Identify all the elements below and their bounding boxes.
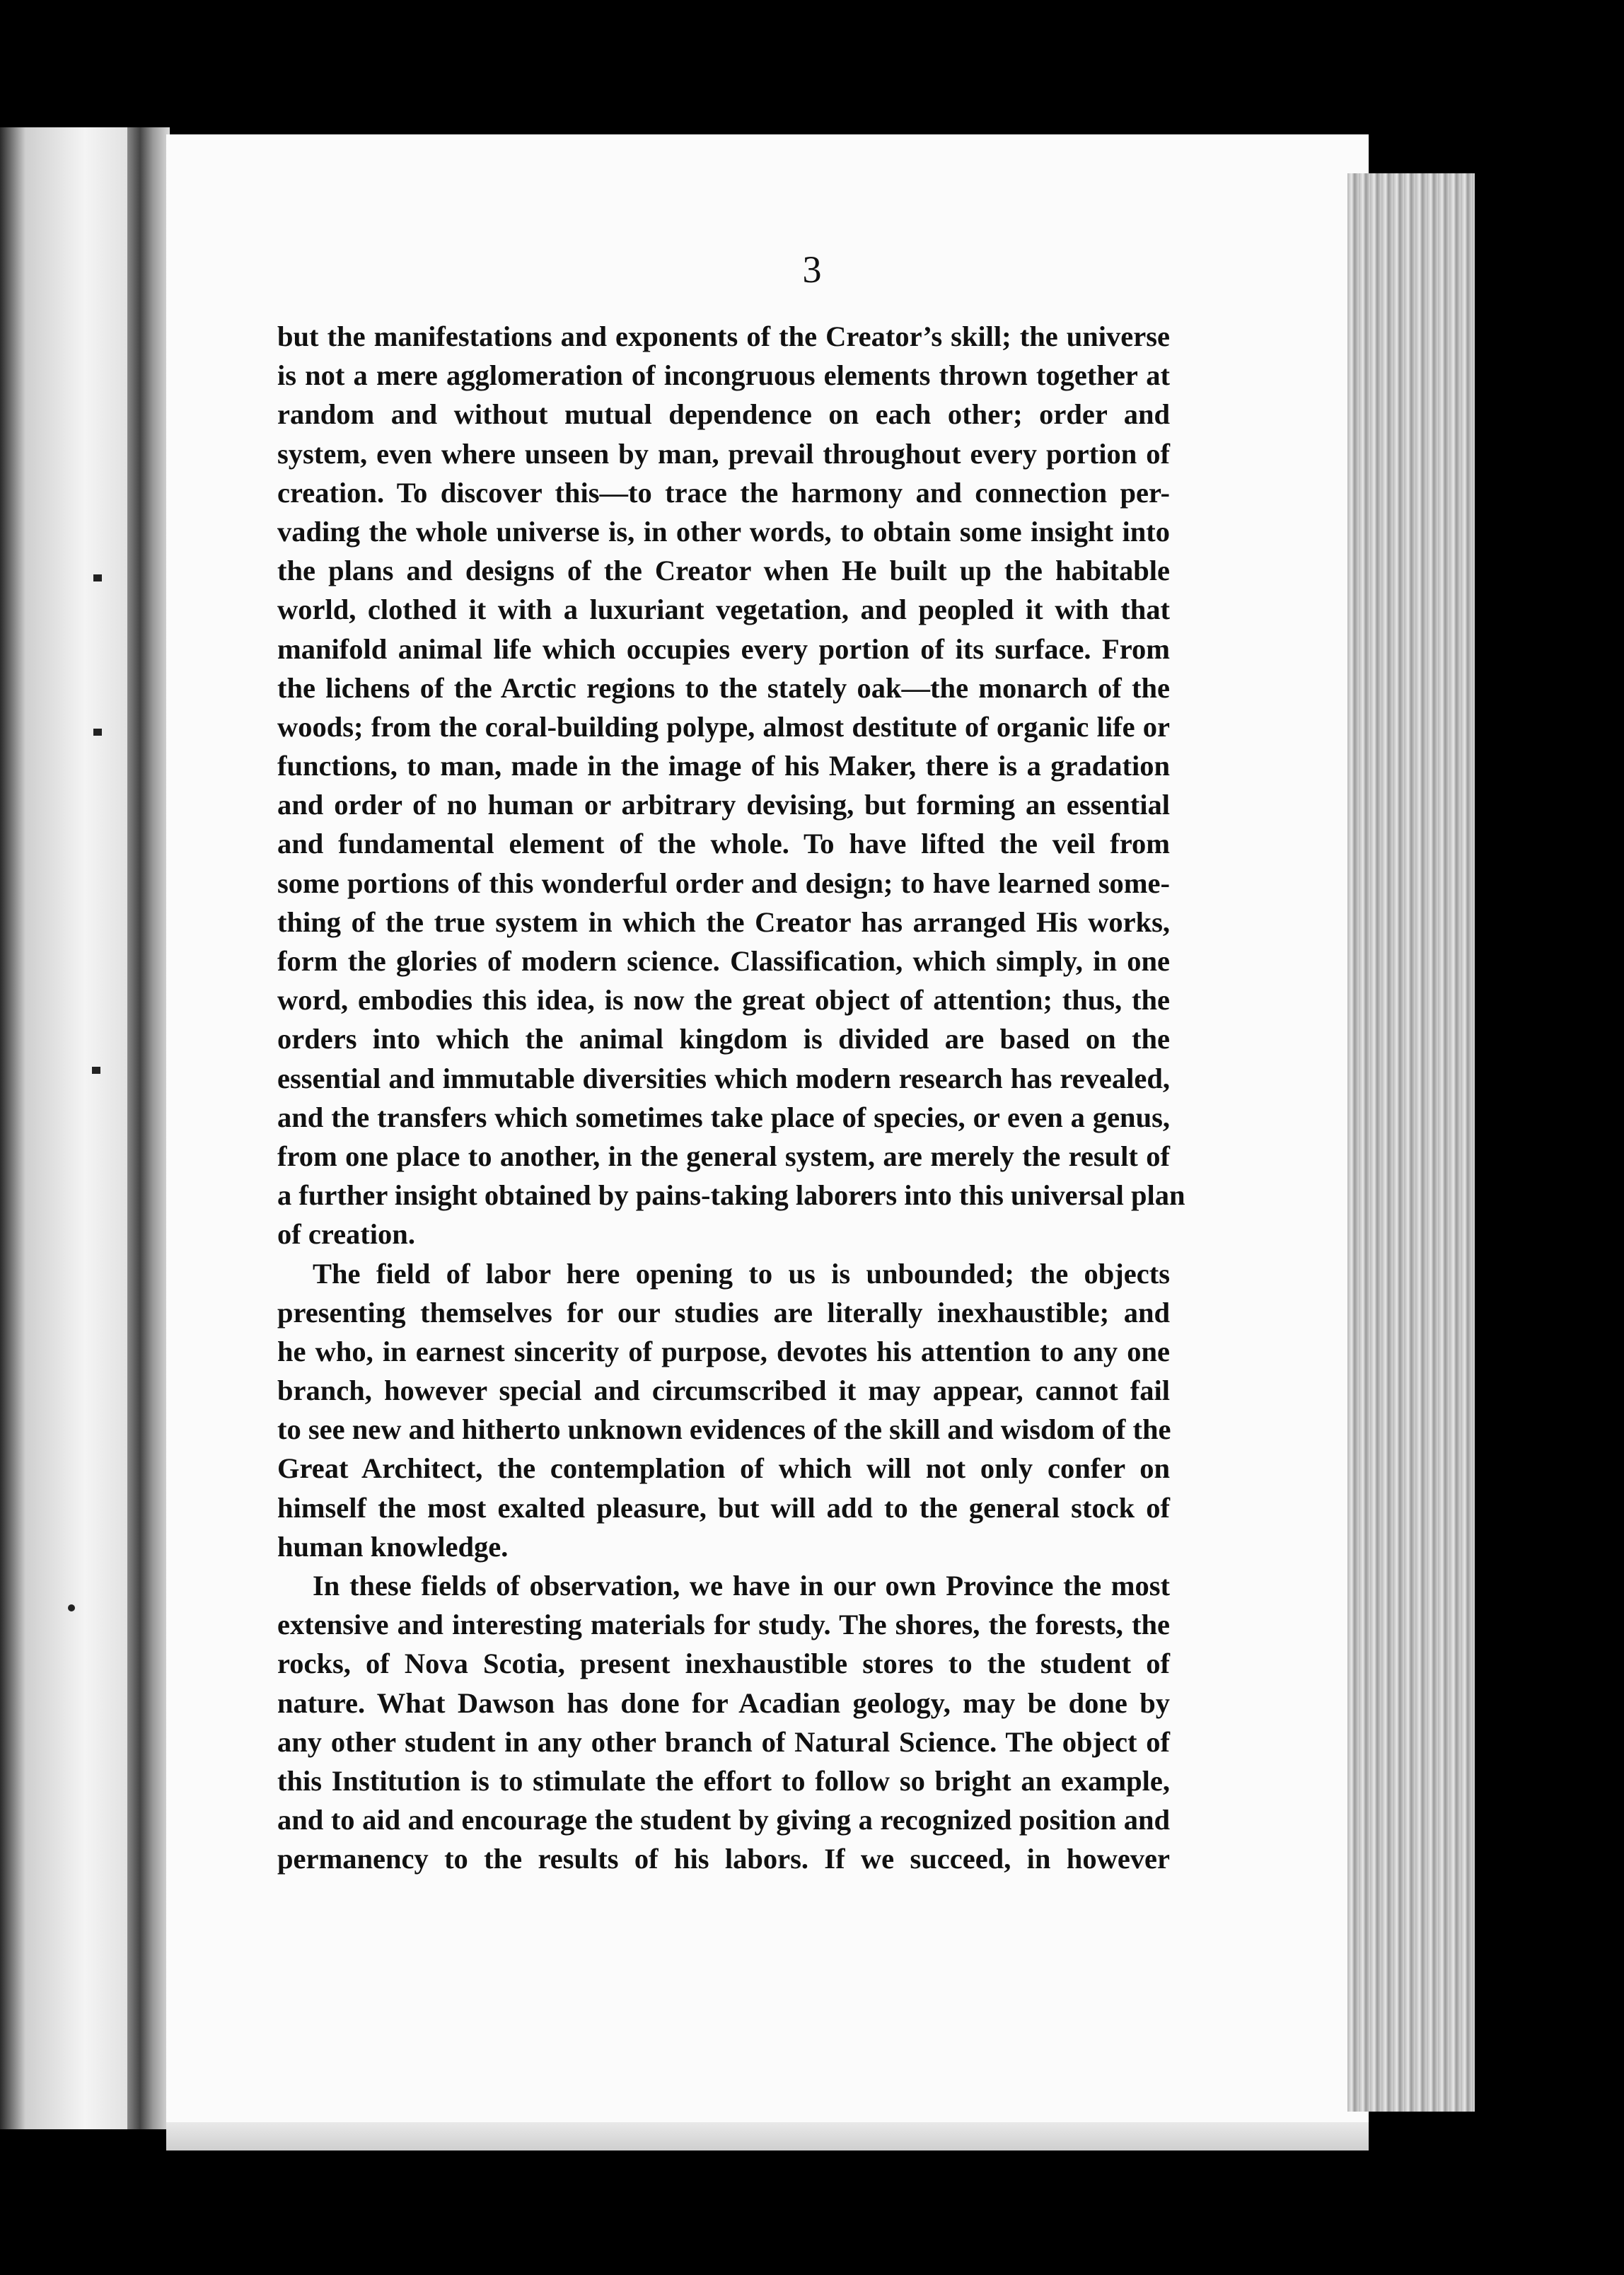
text-line: of creation. bbox=[277, 1218, 415, 1251]
text-line: rocks, of Nova Scotia, present inexhaustible stores to the student of bbox=[277, 1648, 1170, 1680]
text-line: essential and immutable diversities which modern research has revealed, bbox=[277, 1062, 1170, 1094]
body-text bbox=[277, 317, 1185, 1879]
text-line: this Institution is to stimulate the effort to follow so bright an example, bbox=[277, 1764, 1170, 1797]
text-line: a further insight obtained by pains-taking laborers into this universal plan bbox=[277, 1179, 1185, 1212]
text-line: to see new and hitherto unknown evidences of the skill and wisdom of the bbox=[277, 1413, 1171, 1446]
text-line: vading the whole universe is, in other words, to obtain some insight into bbox=[277, 515, 1170, 548]
margin-mark bbox=[93, 574, 102, 581]
text-line: Great Architect, the contemplation of which will not only confer on bbox=[277, 1452, 1170, 1485]
text-line: and fundamental element of the whole. To have lifted the veil from bbox=[277, 828, 1170, 860]
left-page-edge bbox=[0, 127, 141, 2129]
page-bottom-shadow bbox=[166, 2122, 1369, 2150]
text-line: and to aid and encourage the student by giving a recognized position and bbox=[277, 1804, 1170, 1836]
text-line: presenting themselves for our studies are literally inexhaustible; and bbox=[277, 1296, 1170, 1328]
text-line: from one place to another, in the general system, are merely the result of bbox=[277, 1140, 1170, 1172]
text-line: thing of the true system in which the Creator has arranged His works, bbox=[277, 905, 1170, 938]
text-line: creation. To discover this—to trace the harmony and connection per- bbox=[277, 476, 1170, 509]
text-line: he who, in earnest sincerity of purpose, devotes his attention to any one bbox=[277, 1335, 1170, 1367]
text-line: form the glories of modern science. Classification, which simply, in one bbox=[277, 945, 1170, 977]
text-line: world, clothed it with a luxuriant vegetation, and peopled it with that bbox=[277, 594, 1170, 626]
text-line: word, embodies this idea, is now the great object of attention; thus, the bbox=[277, 984, 1170, 1017]
text-line: and the transfers which sometimes take place of species, or even a genus, bbox=[277, 1101, 1170, 1133]
text-line: random and without mutual dependence on each other; order and bbox=[277, 398, 1170, 431]
text-line: nature. What Dawson has done for Acadian geology, may be done by bbox=[277, 1686, 1170, 1719]
margin-mark bbox=[92, 1067, 100, 1074]
text-line: and order of no human or arbitrary devising, but forming an essential bbox=[277, 789, 1170, 821]
text-line: branch, however special and circumscribed it may appear, cannot fail bbox=[277, 1374, 1170, 1407]
margin-mark bbox=[68, 1604, 75, 1611]
text-line: system, even where unseen by man, prevail throughout every portion of bbox=[277, 437, 1170, 470]
text-line: orders into which the animal kingdom is divided are based on the bbox=[277, 1023, 1170, 1055]
text-line: woods; from the coral-building polype, almost destitute of organic life or bbox=[277, 710, 1170, 743]
text-line: human knowledge. bbox=[277, 1530, 509, 1563]
text-line: but the manifestations and exponents of the Creator’s skill; the universe bbox=[277, 320, 1170, 352]
page-number: 3 bbox=[802, 248, 822, 291]
paragraph-start-line: In these fields of observation, we have in our own Province the most bbox=[313, 1570, 1170, 1602]
text-line: extensive and interesting materials for study. The shores, the forests, the bbox=[277, 1609, 1170, 1641]
text-line: himself the most exalted pleasure, but will add to the general stock of bbox=[277, 1491, 1170, 1524]
text-line: is not a mere agglomeration of incongruous elements thrown together at bbox=[277, 359, 1170, 392]
margin-mark bbox=[93, 729, 102, 736]
text-line: some portions of this wonderful order and design; to have learned some- bbox=[277, 867, 1170, 899]
book-gutter bbox=[127, 127, 170, 2129]
paragraph-start-line: The field of labor here opening to us is unbounded; the objects bbox=[313, 1257, 1170, 1290]
text-line: any other student in any other branch of Natural Science. The object of bbox=[277, 1725, 1170, 1758]
page-stack-edge bbox=[1347, 173, 1475, 2112]
text-line: manifold animal life which occupies every portion of its surface. From bbox=[277, 632, 1170, 665]
text-line: permanency to the results of his labors. If we succeed, in however bbox=[277, 1843, 1170, 1875]
text-line: the plans and designs of the Creator when He built up the habitable bbox=[277, 555, 1170, 587]
text-line: the lichens of the Arctic regions to the stately oak—the monarch of the bbox=[277, 671, 1170, 704]
text-line: functions, to man, made in the image of his Maker, there is a gradation bbox=[277, 750, 1170, 782]
